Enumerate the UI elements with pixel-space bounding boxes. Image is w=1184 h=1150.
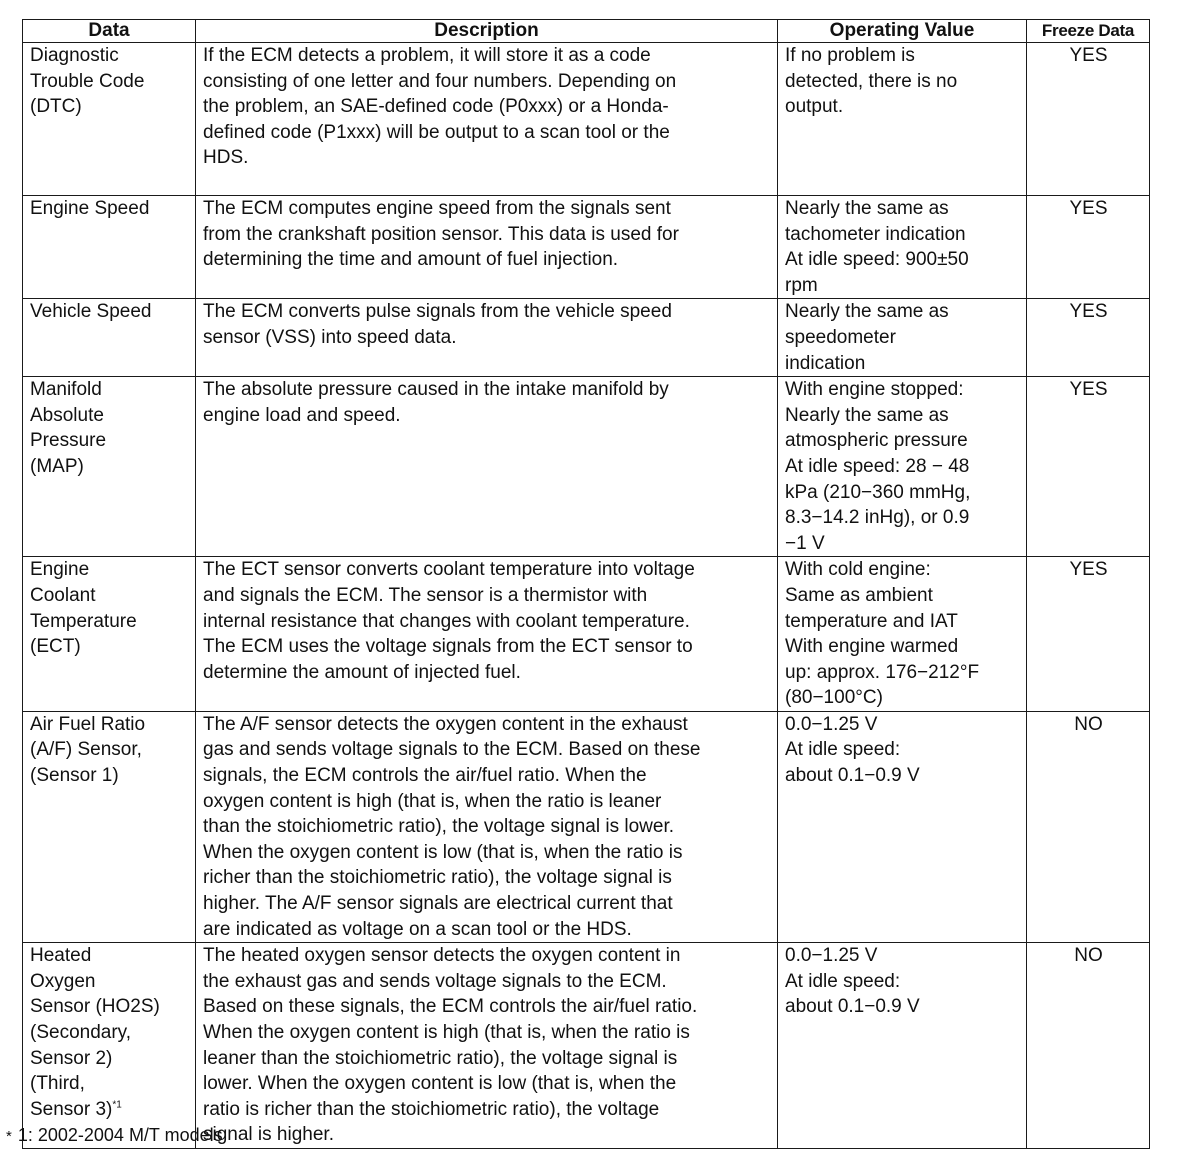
- cell-data: [23, 377, 196, 557]
- footnote: [6, 1124, 223, 1148]
- cell-operating-value-line: tachometer indication: [785, 223, 966, 245]
- cell-data-line: (ECT): [30, 636, 81, 658]
- cell-data-line: [30, 1097, 189, 1123]
- table-row: [23, 299, 1150, 377]
- cell-data: [23, 557, 196, 712]
- cell-operating-value-line: With cold engine:: [785, 559, 931, 581]
- cell-operating-value: [778, 711, 1027, 942]
- cell-operating-value: [778, 196, 1027, 299]
- cell-description-line: signal is higher.: [203, 1124, 334, 1146]
- cell-operating-value-line: −1 V: [785, 532, 825, 554]
- cell-operating-value-line: Nearly the same as: [785, 301, 949, 323]
- cell-operating-value-line: about 0.1−0.9 V: [785, 996, 920, 1018]
- header-freeze-data: Freeze Data: [1027, 20, 1150, 43]
- cell-description: [196, 43, 778, 196]
- cell-operating-value-line: Same as ambient: [785, 584, 933, 606]
- cell-data-line: Sensor (HO2S): [30, 996, 160, 1018]
- cell-operating-value-line: rpm: [785, 274, 818, 296]
- cell-operating-value: [778, 299, 1027, 377]
- cell-description-line: When the oxygen content is high (that is, when the ratio is: [203, 1022, 690, 1043]
- cell-description-line: Based on these signals, the ECM controls the air/fuel ratio.: [203, 996, 698, 1018]
- cell-data-line: Sensor 2): [30, 1047, 113, 1069]
- cell-description: [196, 377, 778, 557]
- cell-description-line: engine load and speed.: [203, 404, 401, 426]
- cell-data-line: Diagnostic: [30, 45, 119, 66]
- cell-operating-value-line: Nearly the same as: [785, 198, 949, 219]
- cell-description-line: the exhaust gas and sends voltage signals to the ECM.: [203, 970, 667, 992]
- cell-description-line: The A/F sensor detects the oxygen content in the exhaust: [203, 713, 688, 735]
- cell-freeze-data: YES: [1027, 299, 1150, 377]
- table-row: [23, 943, 1150, 1149]
- cell-freeze-data: YES: [1027, 377, 1150, 557]
- cell-data-line: Heated: [30, 945, 92, 967]
- cell-operating-value-line: kPa (210−360 mmHg,: [785, 481, 971, 503]
- footnote-reference: *1: [112, 1099, 122, 1111]
- cell-description: [196, 943, 778, 1149]
- cell-data-line: (MAP): [30, 455, 84, 477]
- cell-operating-value: [778, 943, 1027, 1149]
- cell-data-line: (A/F) Sensor,: [30, 739, 142, 761]
- cell-operating-value-line: At idle speed:: [785, 739, 901, 761]
- cell-operating-value-line: At idle speed: 28 − 48: [785, 455, 970, 477]
- cell-description-line: from the crankshaft position sensor. This data is used for: [203, 223, 679, 245]
- cell-data-line: Coolant: [30, 584, 96, 606]
- table-row: [23, 43, 1150, 196]
- cell-data: [23, 711, 196, 942]
- cell-description-line: internal resistance that changes with coolant temperature.: [203, 610, 690, 632]
- cell-description-line: HDS.: [203, 147, 249, 169]
- cell-description-line: and signals the ECM. The sensor is a thermistor with: [203, 584, 648, 606]
- cell-description-line: determining the time and amount of fuel injection.: [203, 249, 619, 271]
- cell-data-line: Pressure: [30, 430, 107, 452]
- cell-operating-value-line: Nearly the same as: [785, 404, 949, 426]
- cell-data: [23, 196, 196, 299]
- table-row: [23, 557, 1150, 712]
- cell-data-line: (Third,: [30, 1073, 85, 1095]
- table-row: [23, 711, 1150, 942]
- cell-operating-value-line: detected, there is no: [785, 70, 958, 92]
- cell-operating-value-line: 8.3−14.2 inHg), or 0.9: [785, 507, 970, 529]
- cell-description-line: the problem, an SAE-defined code (P0xxx) or a Honda-: [203, 96, 669, 118]
- cell-freeze-data: NO: [1027, 943, 1150, 1149]
- cell-description-line: gas and sends voltage signals to the ECM. Based on these: [203, 739, 701, 761]
- cell-operating-value-line: (80−100°C): [785, 687, 883, 709]
- cell-freeze-data: NO: [1027, 711, 1150, 942]
- cell-operating-value: [778, 557, 1027, 712]
- cell-operating-value-line: temperature and IAT: [785, 610, 958, 632]
- cell-description-line: The ECM computes engine speed from the signals sent: [203, 198, 671, 219]
- cell-data-line: Manifold: [30, 379, 102, 401]
- cell-description-line: leaner than the stoichiometric ratio), the voltage signal is: [203, 1047, 678, 1069]
- cell-operating-value-line: With engine warmed: [785, 636, 959, 658]
- cell-data-line: Trouble Code: [30, 70, 145, 92]
- cell-description-line: If the ECM detects a problem, it will store it as a code: [203, 45, 651, 66]
- cell-description-line: ratio is richer than the stoichiometric ratio), the voltage: [203, 1098, 660, 1120]
- cell-description-line: defined code (P1xxx) will be output to a scan tool or the: [203, 121, 670, 143]
- cell-description-line: The absolute pressure caused in the intake manifold by: [203, 379, 669, 401]
- cell-operating-value-line: At idle speed: 900±50: [785, 249, 969, 271]
- cell-description-line: oxygen content is high (that is, when the ratio is leaner: [203, 790, 662, 812]
- cell-data-line: Temperature: [30, 610, 137, 632]
- cell-operating-value-line: about 0.1−0.9 V: [785, 765, 920, 787]
- cell-operating-value-line: speedometer: [785, 326, 896, 348]
- cell-description: [196, 711, 778, 942]
- cell-data: [23, 43, 196, 196]
- header-data: Data: [23, 20, 196, 43]
- cell-data-text: Sensor 3): [30, 1098, 113, 1120]
- header-operating-value: Operating Value: [778, 20, 1027, 43]
- cell-description: [196, 299, 778, 377]
- cell-operating-value-line: With engine stopped:: [785, 379, 964, 401]
- cell-description-line: The ECT sensor converts coolant temperature into voltage: [203, 559, 695, 581]
- cell-data-line: (Secondary,: [30, 1022, 132, 1043]
- cell-freeze-data: YES: [1027, 196, 1150, 299]
- data-table: [22, 19, 1150, 1149]
- cell-description-line: are indicated as voltage on a scan tool or the HDS.: [203, 918, 632, 940]
- cell-data-line: (Sensor 1): [30, 765, 119, 787]
- cell-operating-value-line: If no problem is: [785, 45, 915, 66]
- cell-data-line: (DTC): [30, 96, 82, 118]
- cell-description: [196, 557, 778, 712]
- cell-data-line: Engine Speed: [30, 198, 150, 219]
- cell-description-line: signals, the ECM controls the air/fuel ratio. When the: [203, 765, 647, 787]
- cell-freeze-data: YES: [1027, 43, 1150, 196]
- cell-data-line: Engine: [30, 559, 90, 581]
- cell-data: [23, 299, 196, 377]
- cell-operating-value: [778, 43, 1027, 196]
- cell-operating-value: [778, 377, 1027, 557]
- footnote-mark: *: [6, 1128, 12, 1145]
- cell-description-line: lower. When the oxygen content is low (that is, when the: [203, 1073, 677, 1095]
- cell-description-line: The heated oxygen sensor detects the oxygen content in: [203, 945, 681, 967]
- cell-description-line: higher. The A/F sensor signals are electrical current that: [203, 893, 673, 915]
- cell-data-line: Oxygen: [30, 970, 96, 992]
- cell-operating-value-line: At idle speed:: [785, 970, 901, 992]
- cell-description-line: determine the amount of injected fuel.: [203, 661, 521, 683]
- cell-data-line: Absolute: [30, 404, 104, 426]
- header-description: Description: [196, 20, 778, 43]
- cell-description-line: than the stoichiometric ratio), the voltage signal is lower.: [203, 816, 675, 838]
- cell-operating-value-line: indication: [785, 352, 866, 374]
- cell-data: [23, 943, 196, 1149]
- cell-operating-value-line: up: approx. 176−212°F: [785, 661, 980, 683]
- cell-operating-value-line: 0.0−1.25 V: [785, 713, 878, 735]
- cell-data-line: Vehicle Speed: [30, 301, 152, 323]
- footnote-text: 1: 2002-2004 M/T models: [17, 1125, 223, 1145]
- cell-operating-value-line: atmospheric pressure: [785, 430, 968, 452]
- cell-freeze-data: YES: [1027, 557, 1150, 712]
- cell-description: [196, 196, 778, 299]
- cell-data-line: Air Fuel Ratio: [30, 713, 146, 735]
- cell-operating-value-line: output.: [785, 96, 844, 118]
- cell-description-line: sensor (VSS) into speed data.: [203, 326, 457, 348]
- cell-description-line: The ECM converts pulse signals from the vehicle speed: [203, 301, 672, 323]
- cell-description-line: richer than the stoichiometric ratio), the voltage signal is: [203, 867, 672, 889]
- cell-description-line: consisting of one letter and four numbers. Depending on: [203, 70, 677, 92]
- table-row: [23, 196, 1150, 299]
- cell-operating-value-line: 0.0−1.25 V: [785, 945, 878, 967]
- cell-description-line: When the oxygen content is low (that is, when the ratio is: [203, 841, 683, 863]
- cell-description-line: The ECM uses the voltage signals from the ECT sensor to: [203, 636, 693, 658]
- table-row: [23, 377, 1150, 557]
- header-row: [23, 20, 1150, 43]
